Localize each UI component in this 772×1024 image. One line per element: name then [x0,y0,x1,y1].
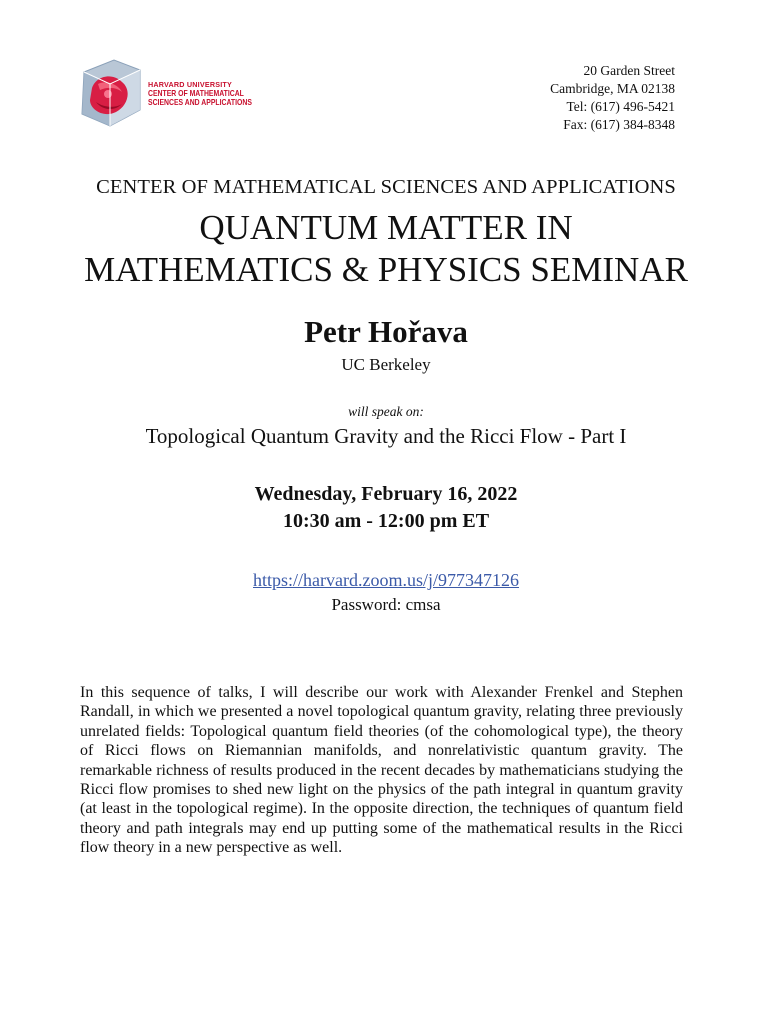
logo-line-center: CENTER OF MATHEMATICAL [148,88,244,98]
cube-logo-icon [78,58,144,132]
address-street: 20 Garden Street [583,63,675,78]
logo-line-university: HARVARD UNIVERSITY [148,80,233,89]
seminar-title-line2: MATHEMATICS & PHYSICS SEMINAR [84,250,688,289]
zoom-link[interactable]: https://harvard.zoom.us/j/977347126 [253,570,519,590]
address-city: Cambridge, MA 02138 [550,81,675,96]
speaker-affiliation: UC Berkeley [341,355,431,374]
seminar-title-line1: QUANTUM MATTER IN [199,208,573,247]
speaker-name: Petr Hořava [304,314,468,349]
talk-title: Topological Quantum Gravity and the Ricci Flow - Part I [145,424,627,448]
zoom-link-line [0,570,772,591]
address-block [550,62,675,134]
event-date: Wednesday, February 16, 2022 [254,483,518,505]
cmsa-logo [78,58,253,134]
will-speak-on-label: will speak on: [348,404,424,419]
address-tel: Tel: (617) 496-5421 [566,99,675,114]
logo-text [148,80,275,107]
abstract-paragraph: In this sequence of talks, I will describe our work with Alexander Frenkel and Stephen Randall, in which we presented a novel topological quantum gravity, relating three previously unrelated fields: Topological quantum field theories (of the cohomological type), the theory of Ricci flows on Riemannian manifolds, and nonrelativistic quantum gravity. The remarkable richness of results produced in the recent decades by mathematicians studying the Ricci flow promises to shed new light on the physics of the path integral in quantum gravity (at least in the topological regime). In the opposite direction, the techniques of quantum field theory and path integrals may end up putting some of the mathematical results in the Ricci flow theory in a new perspective as well. [80,684,683,857]
logo-line-sciences: SCIENCES AND APPLICATIONS [148,97,252,107]
address-fax: Fax: (617) 384-8348 [563,117,675,132]
zoom-password: Password: cmsa [331,595,441,614]
org-name: CENTER OF MATHEMATICAL SCIENCES AND APPLICATIONS [96,176,676,198]
event-time: 10:30 am - 12:00 pm ET [282,510,490,532]
